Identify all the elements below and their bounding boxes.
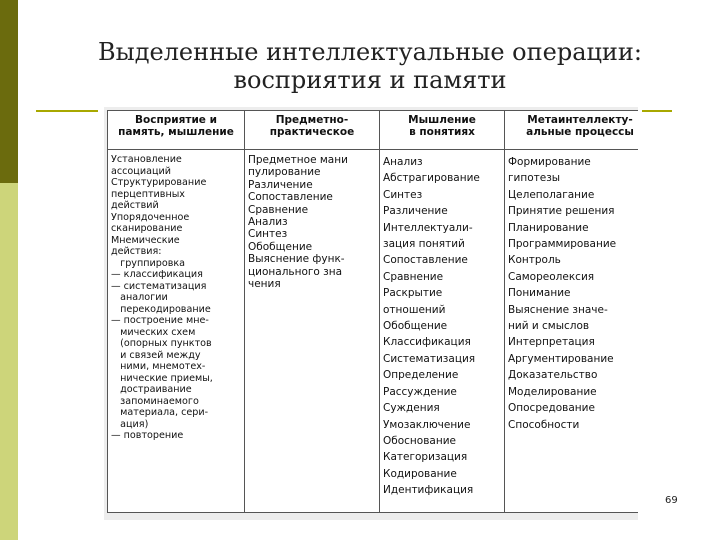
slide-title — [60, 38, 680, 94]
table-row — [108, 150, 639, 513]
left-accent-bar-dark — [0, 0, 18, 183]
operations-table — [107, 110, 638, 513]
slide-title-line2: восприятия и памяти — [233, 66, 507, 94]
cell-perception-memory: Установление ассоциаций Структурирование перцептивных действий Упорядоченное сканирование Мнемические действия: группировка — классификация — систематизация аналогии перекодирование — построение мне- мических схем (опорных пунктов и связей между ними, мнемотех- нические приемы, достраивание запоминаемого материала, сери- ация) — повторение — [108, 150, 245, 513]
header-object-practical: Предметно- практическое — [245, 111, 380, 150]
cell-metaintellectual: Формирование гипотезы Целеполагание Принятие решения Планирование Программирование Контроль Самореолексия Понимание Выяснение значе- ний и смыслов Интерпретация Аргументирование Доказательство Моделирование Опосредование Способности — [505, 150, 639, 513]
table-header-row — [108, 111, 639, 150]
header-metaintellectual: Метаинтеллекту- альные процессы — [505, 111, 639, 150]
cell-object-practical: Предметное мани пулирование Различение Сопоставление Сравнение Анализ Синтез Обобщение Выяснение функ- ционального зна чения — [245, 150, 380, 513]
title-rule-left — [36, 110, 98, 112]
header-perception-memory: Восприятие и память, мышление — [108, 111, 245, 150]
left-accent-bar-light — [0, 183, 18, 540]
operations-table-image — [104, 107, 638, 520]
title-rule-right — [642, 110, 672, 112]
page-number: 69 — [665, 495, 678, 506]
slide-title-line1: Выделенные интеллектуальные операции: — [97, 38, 643, 66]
cell-conceptual-thinking: Анализ Абстрагирование Синтез Различение Интеллектуали- зация понятий Сопоставление Сравнение Раскрытие отношений Обобщение Классификация Систематизация Определение Рассуждение Суждения Умозаключение Обоснование Категоризация Кодирование Идентификация — [380, 150, 505, 513]
header-conceptual-thinking: Мышление в понятиях — [380, 111, 505, 150]
